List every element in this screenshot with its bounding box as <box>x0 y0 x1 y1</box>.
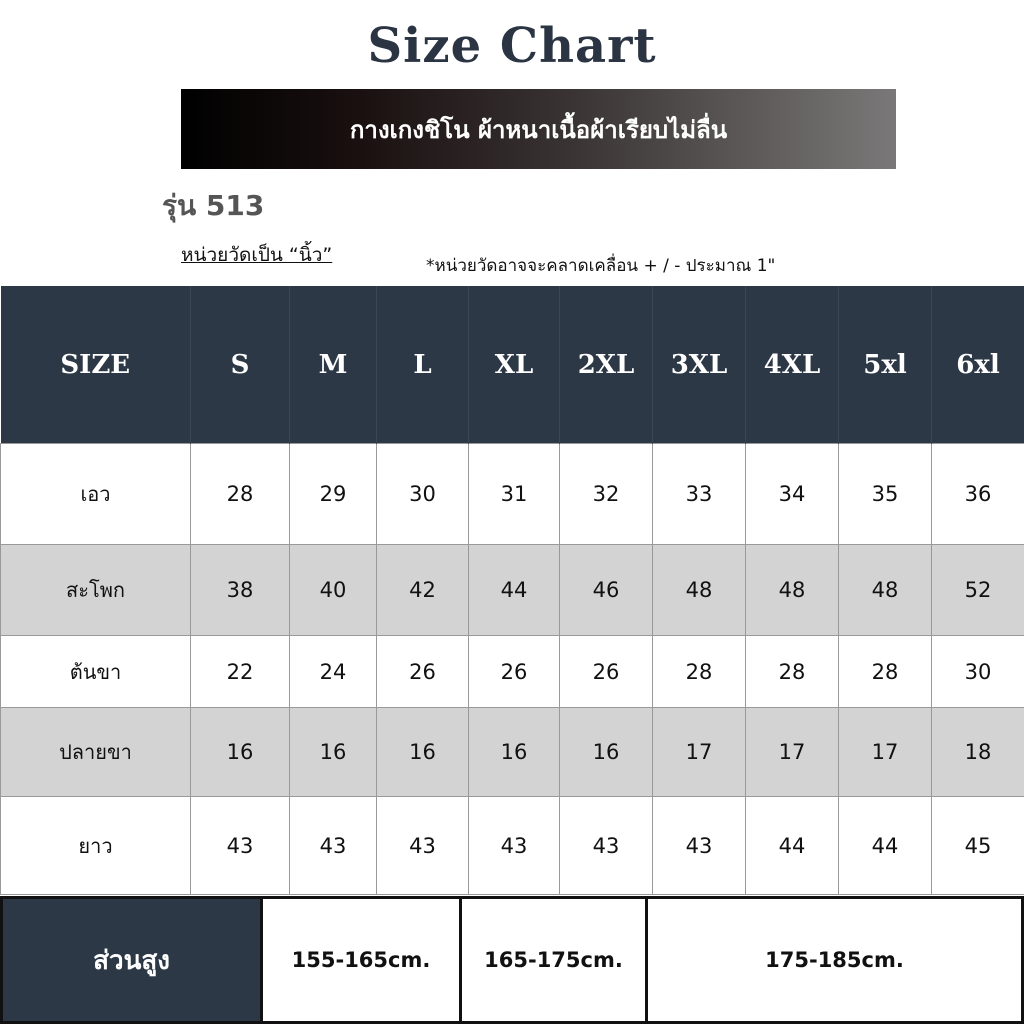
table-cell: 34 <box>746 444 839 545</box>
table-cell: 30 <box>932 636 1024 708</box>
table-cell: 17 <box>746 708 839 797</box>
table-row <box>1 444 1024 545</box>
table-cell: 45 <box>932 797 1024 895</box>
size-header-cell: SIZE <box>1 286 191 444</box>
table-cell: 26 <box>377 636 469 708</box>
table-cell: 22 <box>191 636 290 708</box>
table-row <box>1 636 1024 708</box>
table-cell: 16 <box>377 708 469 797</box>
banner-text: กางเกงชิโน ผ้าหนาเนื้อผ้าเรียบไม่ลื่น <box>349 114 728 144</box>
table-cell: 16 <box>469 708 560 797</box>
row-label: เอว <box>1 444 191 545</box>
table-cell: 43 <box>191 797 290 895</box>
table-cell: 43 <box>377 797 469 895</box>
size-header-cell: 6xl <box>932 286 1024 444</box>
table-row <box>1 708 1024 797</box>
product-banner <box>181 89 896 169</box>
table-cell: 28 <box>191 444 290 545</box>
table-cell: 52 <box>932 545 1024 636</box>
size-header-cell: S <box>191 286 290 444</box>
size-header-cell: XL <box>469 286 560 444</box>
size-header-cell: 5xl <box>839 286 932 444</box>
table-cell: 28 <box>746 636 839 708</box>
table-cell: 30 <box>377 444 469 545</box>
height-range-cell: 175-185cm. <box>648 896 1024 1024</box>
table-cell: 26 <box>560 636 653 708</box>
table-cell: 44 <box>746 797 839 895</box>
row-label: ยาว <box>1 797 191 895</box>
table-cell: 26 <box>469 636 560 708</box>
size-table <box>0 286 1024 895</box>
table-row <box>1 545 1024 636</box>
table-cell: 29 <box>290 444 377 545</box>
table-cell: 48 <box>746 545 839 636</box>
table-cell: 24 <box>290 636 377 708</box>
table-cell: 18 <box>932 708 1024 797</box>
height-row <box>0 896 1024 1024</box>
table-cell: 38 <box>191 545 290 636</box>
model-label: รุ่น 513 <box>162 189 265 222</box>
size-header-row <box>1 286 1024 444</box>
table-cell: 32 <box>560 444 653 545</box>
height-range-cell: 165-175cm. <box>462 896 648 1024</box>
table-cell: 28 <box>839 636 932 708</box>
table-row <box>1 797 1024 895</box>
table-cell: 33 <box>653 444 746 545</box>
size-header-cell: 3XL <box>653 286 746 444</box>
unit-note: หน่วยวัดเป็น “นิ้ว” <box>181 244 333 266</box>
tolerance-note: *หน่วยวัดอาจจะคลาดเคลื่อน + / - ประมาณ 1" <box>426 256 776 276</box>
row-label: ปลายขา <box>1 708 191 797</box>
table-cell: 43 <box>469 797 560 895</box>
size-header-cell: 4XL <box>746 286 839 444</box>
table-cell: 16 <box>560 708 653 797</box>
height-label: ส่วนสูง <box>0 896 263 1024</box>
table-cell: 42 <box>377 545 469 636</box>
size-header-cell: 2XL <box>560 286 653 444</box>
table-cell: 43 <box>653 797 746 895</box>
table-cell: 17 <box>653 708 746 797</box>
table-cell: 44 <box>469 545 560 636</box>
table-cell: 44 <box>839 797 932 895</box>
table-cell: 40 <box>290 545 377 636</box>
table-cell: 35 <box>839 444 932 545</box>
table-cell: 43 <box>290 797 377 895</box>
table-cell: 36 <box>932 444 1024 545</box>
table-cell: 28 <box>653 636 746 708</box>
table-cell: 43 <box>560 797 653 895</box>
page-title: Size Chart <box>367 18 657 74</box>
row-label: สะโพก <box>1 545 191 636</box>
table-cell: 31 <box>469 444 560 545</box>
row-label: ต้นขา <box>1 636 191 708</box>
table-cell: 48 <box>839 545 932 636</box>
size-header-cell: M <box>290 286 377 444</box>
size-header-cell: L <box>377 286 469 444</box>
table-cell: 16 <box>290 708 377 797</box>
table-cell: 46 <box>560 545 653 636</box>
height-range-cell: 155-165cm. <box>263 896 462 1024</box>
table-cell: 48 <box>653 545 746 636</box>
table-cell: 17 <box>839 708 932 797</box>
table-cell: 16 <box>191 708 290 797</box>
